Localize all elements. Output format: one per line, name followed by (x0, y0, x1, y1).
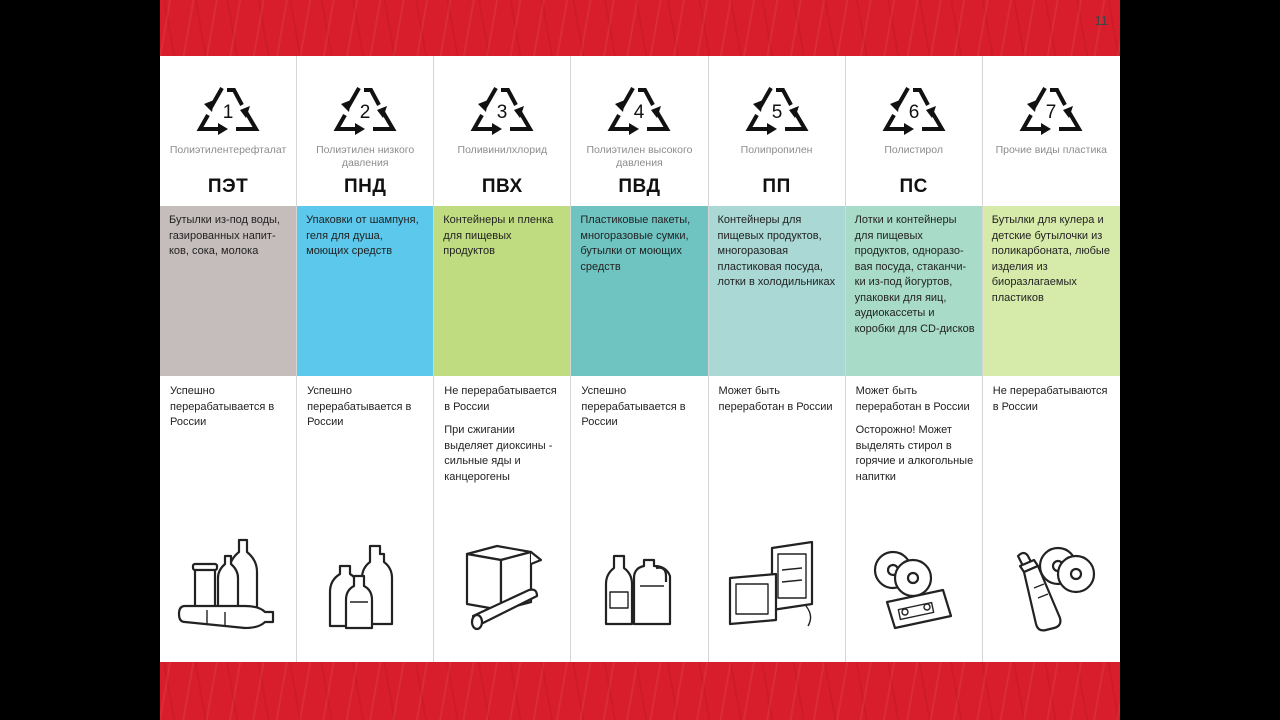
recycling-symbol-7-icon (1017, 78, 1085, 138)
polymer-abbreviation: ПЭТ (207, 176, 249, 197)
polymer-abbreviation: ПП (762, 176, 791, 197)
svg-text:1: 1 (222, 102, 234, 123)
polymer-name: Полистирол (884, 144, 944, 156)
polymer-name: Полипропилен (740, 144, 813, 156)
top-red-band (160, 0, 1120, 56)
usage-description: Лотки и контейнеры для пищевых продуктов, одноразо-вая посуда, стаканчи-ки из-под йогуртов, упаковки для яиц, аудиокассеты и коробки для CD-дисков (846, 206, 982, 376)
page-number: 11 (1094, 13, 1108, 28)
recycling-symbol-6-icon (880, 78, 948, 138)
status-text: Успешно перерабатывается в России (307, 385, 412, 428)
polymer-abbreviation: ПВД (618, 176, 661, 197)
usage-description: Контейнеры и пленка для пищевых продуктов (434, 206, 570, 376)
recycling-symbol-5-icon (743, 78, 811, 138)
svg-text:6: 6 (908, 102, 919, 123)
polymer-abbreviation: ПС (899, 176, 928, 197)
status-text: Не перерабатываются в России (992, 385, 1108, 413)
recycling-symbol-2-icon (331, 78, 399, 138)
polymer-name: Полиэтилентерефталат (169, 144, 287, 156)
recycling-status (846, 384, 982, 485)
baby-bottle-and-discs-icon (996, 536, 1106, 641)
polymer-name: Полиэтилен высокого давления (586, 144, 693, 169)
recycling-status (709, 384, 845, 423)
usage-description: Бутылки из-под воды, газированных напит-ков, сока, молока (160, 206, 296, 376)
box-and-film-roll-icon (447, 536, 557, 641)
polymer-abbreviation: ПНД (343, 176, 387, 197)
column-pvc (434, 56, 571, 662)
column-pp (709, 56, 846, 662)
recycling-symbol-4-icon (605, 78, 673, 138)
bottles-icon (173, 536, 283, 641)
status-text: Может быть переработан в России (855, 385, 970, 413)
recycling-status (297, 384, 433, 439)
recycling-status (983, 384, 1120, 423)
status-text: Успешно перерабатывается в России (581, 385, 686, 428)
recycling-symbol-3-icon (468, 78, 536, 138)
polymer-name: Полиэтилен низкого давления (316, 144, 415, 169)
column-ps (846, 56, 983, 662)
fridge-and-monitor-icon (722, 536, 832, 641)
status-text: Не перерабатывается в России (444, 385, 557, 413)
recycling-symbol-1-icon (194, 78, 262, 138)
status-text: Может быть переработан в России (718, 385, 833, 413)
svg-text:3: 3 (497, 102, 508, 123)
svg-text:2: 2 (359, 102, 371, 123)
column-pvd (571, 56, 708, 662)
polymer-name: Прочие виды пластика (995, 144, 1107, 156)
bottom-red-band (160, 662, 1120, 720)
warning-text: При сжигании выделяет диоксины - сильные яды и канцерогены (444, 424, 553, 483)
usage-description: Контейнеры для пищевых продуктов, многоразовая пластиковая посуда, лотки в холодильниках (709, 206, 845, 376)
recycling-status (434, 384, 570, 485)
column-other (983, 56, 1120, 662)
svg-text:4: 4 (634, 102, 645, 123)
recycling-status (571, 384, 707, 439)
detergent-canisters-icon (584, 536, 694, 641)
polymer-abbreviation: ПВХ (481, 176, 523, 197)
usage-description: Пластиковые пакеты, многоразовые сумки, бутылки от моющих средств (571, 206, 707, 376)
usage-description: Бутылки для кулера и детские бутылочки из поликарбоната, любые изделия из биоразлагаемых пластиков (983, 206, 1120, 376)
plastic-codes-table (160, 56, 1120, 662)
recycling-status (160, 384, 296, 439)
polymer-name: Поливинилхлорид (457, 144, 548, 156)
shampoo-bottles-icon (310, 536, 420, 641)
warning-text: Осторожно! Может выделять стирол в горячие и алкогольные напитки (855, 424, 974, 483)
status-text: Успешно перерабатывается в России (170, 385, 275, 428)
column-pet (160, 56, 297, 662)
discs-and-cassette-icon (859, 536, 969, 641)
slide (160, 0, 1120, 720)
svg-text:5: 5 (771, 102, 782, 123)
column-pnd (297, 56, 434, 662)
svg-text:7: 7 (1046, 102, 1057, 123)
usage-description: Упаковки от шампуня, геля для душа, моющих средств (297, 206, 433, 376)
